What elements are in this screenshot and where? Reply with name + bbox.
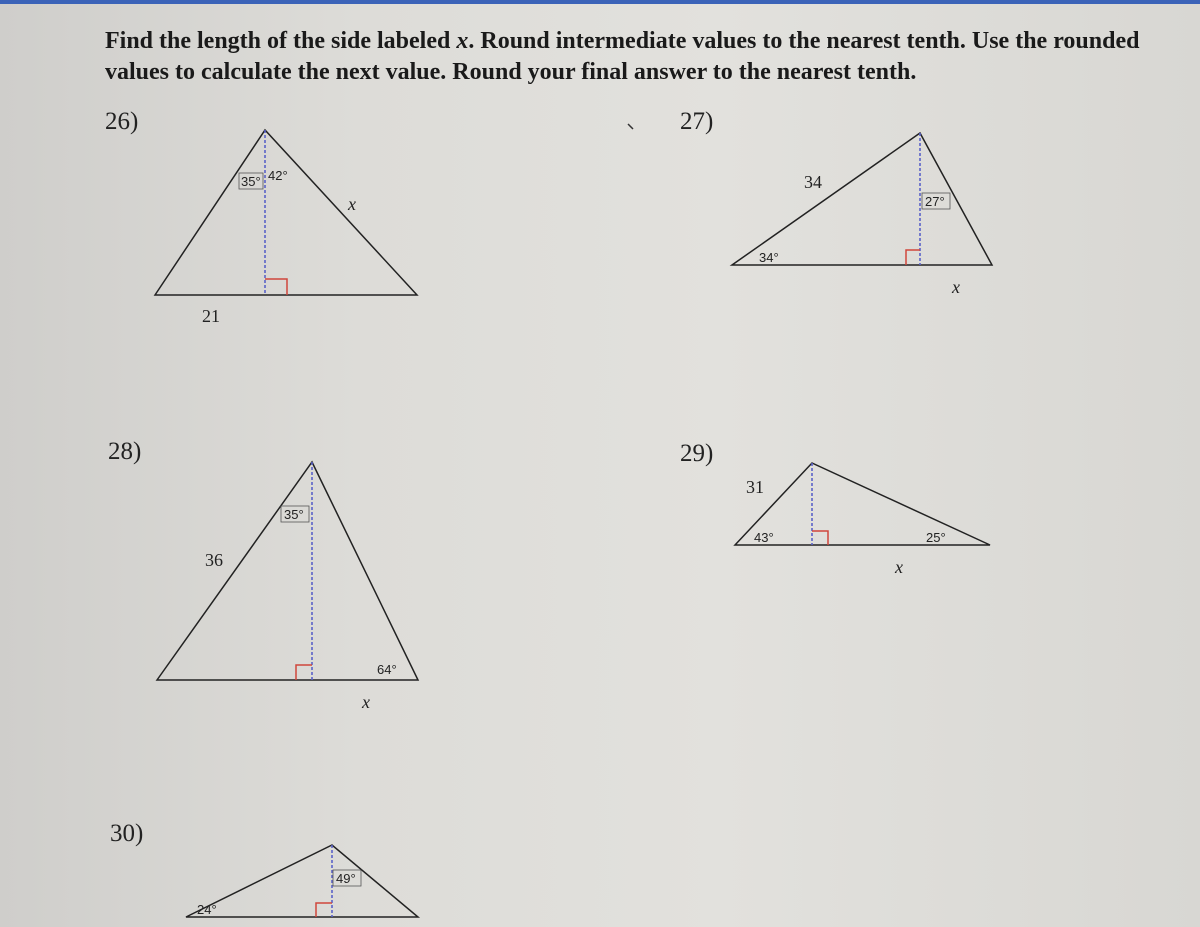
triangle-28-right-angle (296, 665, 312, 680)
triangle-26-right-angle (265, 279, 287, 295)
instructions-variable: x (456, 28, 469, 54)
triangle-30-right-angle (316, 903, 332, 917)
triangle-27-unknown: x (952, 277, 960, 297)
problem-27-number: 27) (680, 108, 714, 135)
problem-30-number: 30) (110, 820, 144, 847)
triangle-29-right-angle (812, 531, 828, 545)
triangle-28-angle2: 64° (377, 662, 397, 677)
triangle-29-angle2: 25° (926, 530, 946, 545)
triangle-28-unknown: x (362, 692, 370, 712)
triangle-27-outline (732, 133, 992, 265)
triangle-29 (735, 463, 990, 577)
triangle-27-right-angle (906, 250, 920, 265)
triangle-26-unknown: x (348, 194, 356, 214)
triangle-26-outline (155, 130, 417, 295)
triangle-30 (186, 845, 418, 917)
triangle-30-angle2: 49° (336, 871, 356, 886)
triangle-29-unknown: x (895, 557, 903, 577)
triangle-28-side: 36 (205, 550, 223, 570)
triangle-30-outline (186, 845, 418, 917)
triangle-27-angle1: 34° (759, 250, 779, 265)
triangle-27-angle2: 27° (925, 194, 945, 209)
triangle-28-outline (157, 462, 418, 680)
triangle-29-angle1: 43° (754, 530, 774, 545)
problem-29-number: 29) (680, 440, 714, 467)
triangle-27 (732, 133, 992, 297)
triangle-30-angle1: 24° (197, 902, 217, 917)
triangle-28-angle1: 35° (284, 507, 304, 522)
instructions-part2: . Round intermediate values to the nearest tenth. Use the rounded values to calculate the next value. Round your final answer to the nearest tenth. (105, 28, 1140, 85)
instructions-part1: Find the length of the side labeled (105, 28, 457, 54)
stray-mark (628, 124, 633, 129)
triangle-26-side: 21 (202, 306, 220, 326)
triangle-29-side: 31 (746, 477, 764, 497)
triangle-27-side: 34 (804, 172, 822, 192)
triangle-26 (155, 130, 417, 326)
triangle-26-angle2: 42° (268, 168, 288, 183)
problem-26-number: 26) (105, 108, 139, 135)
problem-28-number: 28) (108, 438, 142, 465)
triangle-26-angle1: 35° (241, 174, 261, 189)
triangle-28 (157, 462, 418, 712)
